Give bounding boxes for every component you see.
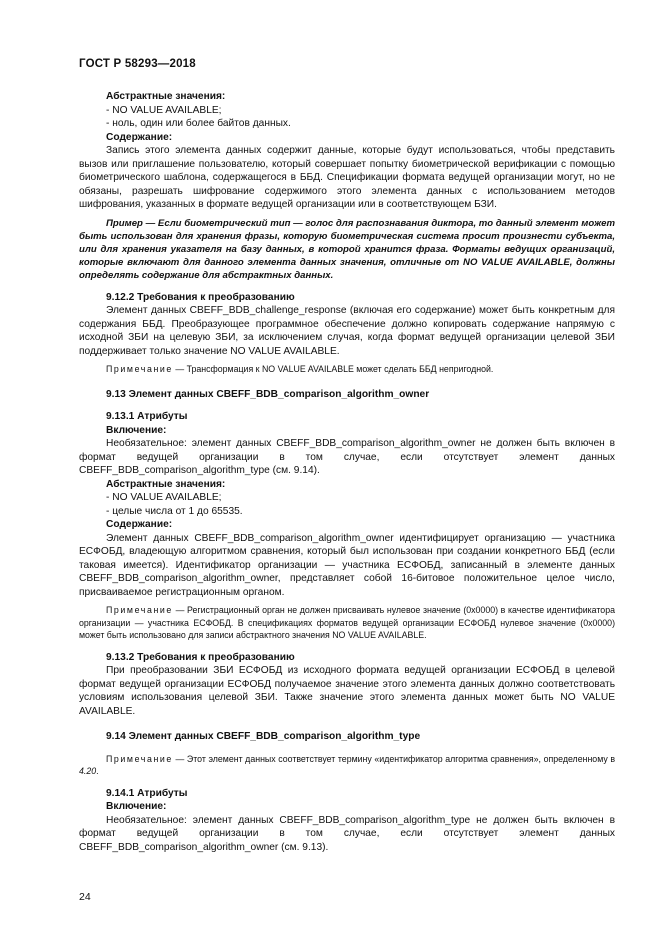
content-heading: Содержание: <box>106 131 173 143</box>
content-heading: Содержание: <box>106 519 173 530</box>
abstract-item: - NO VALUE AVAILABLE; <box>106 492 222 503</box>
term-reference: 4.20 <box>79 766 97 776</box>
section-title-9-12-2: 9.12.2 Требования к преобразованию <box>106 291 295 303</box>
inclusion-paragraph: Необязательное: элемент данных CBEFF_BDB_comparison_algorithm_type не должен быть включен в формат ведущей организации в том случае, если отсутствует элемент данных CBEFF_BDB_comparison_algorithm_owner (см. 9.13). <box>79 814 615 853</box>
inclusion-paragraph: Необязательное: элемент данных CBEFF_BDB_comparison_algorithm_owner не должен быть включен в формат ведущей организации в том случае, если отсутствует элемент данных CBEFF_BDB_comparison_algorithm_type (см. 9.14). <box>79 438 615 476</box>
abstract-item: - NO VALUE AVAILABLE; <box>106 104 222 116</box>
abstract-values-heading: Абстрактные значения: <box>106 478 226 490</box>
note-label: Примечание <box>106 605 173 615</box>
section-paragraph: При преобразовании ЗБИ ЕСФОБД из исходного формата ведущей организации ЕСФОБД в целевой формат ведущей организации ЕСФОБД получаемое значение этого элемента данных должно соответствовать условиям использования целевой ЗБИ. Также значение этого элемента данных может быть NO VALUE AVAILABLE. <box>79 665 615 717</box>
inclusion-heading: Включение: <box>106 801 167 812</box>
abstract-item: - ноль, один или более байтов данных. <box>106 118 291 129</box>
note: Примечание — Трансформация к NO VALUE AVAILABLE может сделать ББД непригодной. <box>106 364 494 374</box>
abstract-item: - целые числа от 1 до 65535. <box>106 505 243 517</box>
abstract-values-heading: Абстрактные значения: <box>106 91 226 102</box>
page-number: 24 <box>79 891 91 903</box>
section-paragraph: Элемент данных CBEFF_BDB_challenge_response (включая его содержание) может быть конкретным для содержания ББД. Преобразующее программное обеспечение должно копировать содержание напрямую с исходной ЗБИ на целевую ЗБИ, за исключением случая, когда формат ведущей организации целевой ЗБИ поддерживает только значение NO VALUE AVAILABLE. <box>79 305 615 357</box>
example-paragraph: Пример — Если биометрический тип — голос для распознавания диктора, то данный элемент может быть использован для хранения фразы, которую биометрическая система просит произнести субъекта, или для хранения указателя на базу данных, в которой хранится фраза. Форматы ведущих организаций, которые включают для данного элемента данных значения, отличные от NO VALUE AVAILABLE, должны определять содержание для абстрактных данных. <box>79 217 615 281</box>
section-title-9-14-1: 9.14.1 Атрибуты <box>106 787 188 799</box>
section-title-9-13: 9.13 Элемент данных CBEFF_BDB_comparison_algorithm_owner <box>106 388 430 400</box>
section-title-9-13-2: 9.13.2 Требования к преобразованию <box>106 651 295 663</box>
note: Примечание — Этот элемент данных соответствует термину «идентификатор алгоритма сравнения», определенному в 4.20. <box>79 753 615 776</box>
note-label: Примечание <box>106 753 173 764</box>
section-title-9-14: 9.14 Элемент данных CBEFF_BDB_comparison_algorithm_type <box>106 731 421 742</box>
content-paragraph: Элемент данных CBEFF_BDB_comparison_algorithm_owner идентифицирует организацию — участника ЕСФОБД, владеющую алгоритмом сравнения, который был использован при создании конкретного ББД (если таковая имеется). Идентификатор организации — участника ЕСФОБД, записанный в элементе данных CBEFF_BDB_comparison_algorithm_owner, представляет собой 16-битовое положительное целое число, присваиваемое регистрационным органом. <box>79 532 615 598</box>
content-paragraph: Запись этого элемента данных содержит данные, которые будут использоваться, чтобы представить вызов или приглашение пользователю, который совершает попытку биометрической верификации с помощью биометрического шаблона, содержащегося в ББД. Спецификации формата ведущей организации могут, но не обязаны, разрешать шифрование содержимого этого элемента данных с использованием методов шифрования, указанных в формате ведущей организации или в соответствующем БЗИ. <box>79 145 615 210</box>
note-label: Примечание <box>106 364 173 374</box>
document-header: ГОСТ Р 58293—2018 <box>79 58 196 70</box>
section-title-9-13-1: 9.13.1 Атрибуты <box>106 411 188 422</box>
inclusion-heading: Включение: <box>106 424 167 436</box>
page-content <box>79 90 615 854</box>
note: Примечание — Регистрационный орган не должен присваивать нулевое значение (0x0000) в качестве идентификатора организации — участника ЕСФОБД. В спецификациях форматов ведущей организации ЕСФОБД нулевое значение (0x0000) может быть использовано для записи абстрактного значения NO VALUE AVAILABLE. <box>79 605 615 640</box>
